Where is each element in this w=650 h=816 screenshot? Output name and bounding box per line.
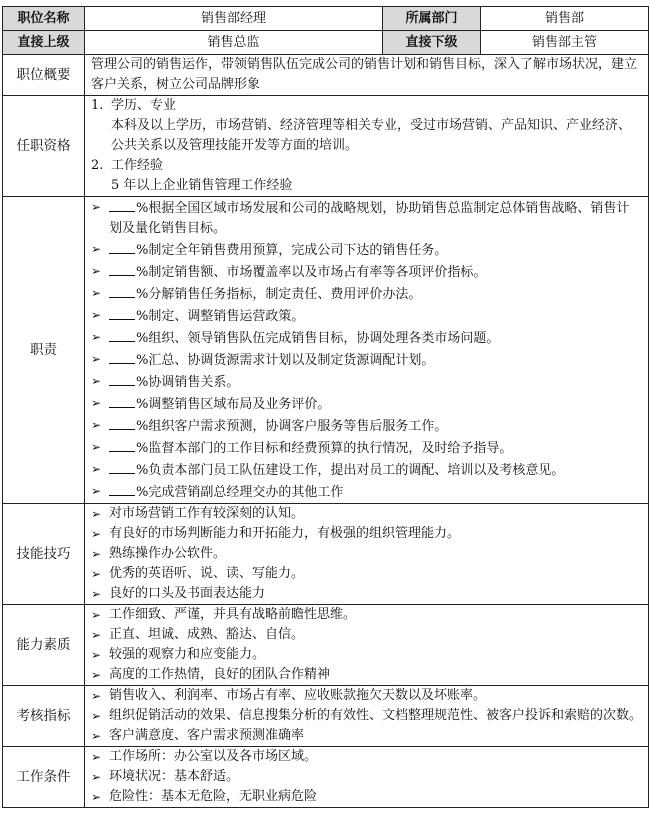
list-item-text: 高度的工作热情，良好的团队合作精神 — [109, 667, 331, 682]
arrow-bullet-icon: ➢ — [91, 567, 102, 581]
arrow-bullet-icon: ➢ — [91, 308, 102, 322]
qualification-item — [91, 156, 642, 176]
list-item-text: 工作细致、严谨，并具有战略前瞻性思维。 — [109, 607, 357, 622]
percentage-blank — [109, 349, 135, 364]
arrow-bullet-icon: ➢ — [91, 527, 102, 541]
arrow-bullet-icon: ➢ — [91, 507, 102, 521]
list-item — [91, 524, 642, 544]
arrow-bullet-icon: ➢ — [91, 264, 102, 278]
summary-row — [3, 55, 649, 96]
conditions-row — [3, 747, 649, 808]
percentage-blank — [109, 327, 135, 342]
list-item — [91, 305, 642, 327]
list-item-text: %制定销售额、市场覆盖率以及市场占有率等各项评价指标。 — [136, 265, 487, 280]
list-item-text: %负责本部门员工队伍建设工作，提出对员工的调配、培训以及考核意见。 — [136, 463, 565, 478]
qualification-number: 2. — [91, 158, 104, 173]
qualifications-row — [3, 96, 649, 197]
list-item-text: 危险性：基本无危险，无职业病危险 — [109, 789, 318, 804]
list-item-text: %根据全国区域市场发展和公司的战略规划，协助销售总监制定总体销售战略、销售计划及量化销售目标。 — [109, 201, 630, 236]
list-item-text: 较强的观察力和应变能力。 — [109, 647, 266, 662]
list-item — [91, 239, 642, 261]
arrow-bullet-icon: ➢ — [91, 547, 102, 561]
kpis-row — [3, 686, 649, 747]
list-item — [91, 767, 642, 787]
list-item — [91, 459, 642, 481]
duties-row — [3, 197, 649, 504]
position-value: 销售部经理 — [85, 7, 383, 31]
arrow-bullet-icon: ➢ — [91, 396, 102, 410]
skills-label: 技能技巧 — [3, 504, 85, 605]
qualification-title: 学历、专业 — [111, 98, 177, 113]
arrow-bullet-icon: ➢ — [91, 648, 102, 662]
arrow-bullet-icon: ➢ — [91, 286, 102, 300]
percentage-blank — [109, 481, 135, 496]
list-item — [91, 371, 642, 393]
list-item-text: 有良好的市场判断能力和开拓能力，有极强的组织管理能力。 — [109, 526, 461, 541]
conditions-list — [85, 747, 649, 808]
list-item-text: %组织、领导销售队伍完成销售目标，协调处理各类市场问题。 — [136, 331, 500, 346]
arrow-bullet-icon: ➢ — [91, 790, 102, 804]
qualification-item — [91, 96, 642, 116]
superior-label: 直接上级 — [3, 31, 85, 55]
list-item-text: 客户满意度、客户需求预测准确率 — [109, 728, 305, 743]
competencies-label: 能力素质 — [3, 605, 85, 686]
qualifications-label: 任职资格 — [3, 96, 85, 197]
list-item — [91, 605, 642, 625]
list-item — [91, 261, 642, 283]
list-item-text: %制定、调整销售运营政策。 — [136, 309, 305, 324]
list-item — [91, 625, 642, 645]
arrow-bullet-icon: ➢ — [91, 242, 102, 256]
percentage-blank — [109, 261, 135, 276]
arrow-bullet-icon: ➢ — [91, 709, 102, 723]
qualification-title: 工作经验 — [111, 158, 164, 173]
qualification-detail: 5 年以上企业销售管理工作经验 — [111, 178, 293, 193]
list-item — [91, 327, 642, 349]
subordinate-label: 直接下级 — [383, 31, 481, 55]
list-item — [91, 283, 642, 305]
list-item-text: 对市场营销工作有较深刻的认知。 — [109, 506, 305, 521]
arrow-bullet-icon: ➢ — [91, 750, 102, 764]
list-item-text: %制定全年销售费用预算，完成公司下达的销售任务。 — [136, 243, 448, 258]
list-item-text: %组织客户需求预测，协调客户服务等售后服务工作。 — [136, 419, 448, 434]
list-item — [91, 481, 642, 503]
list-item-text: %分解销售任务指标，制定责任、费用评价办法。 — [136, 287, 422, 302]
duties-list — [85, 197, 649, 504]
competencies-list — [85, 605, 649, 686]
list-item — [91, 747, 642, 767]
header-row-position — [3, 7, 649, 31]
list-item — [91, 197, 642, 239]
list-item-text: %监督本部门的工作目标和经费预算的执行情况，及时给予指导。 — [136, 441, 513, 456]
percentage-blank — [109, 371, 135, 386]
arrow-bullet-icon: ➢ — [91, 374, 102, 388]
arrow-bullet-icon: ➢ — [91, 200, 102, 214]
department-value: 销售部 — [481, 7, 649, 31]
percentage-blank — [109, 415, 135, 430]
percentage-blank — [109, 393, 135, 408]
duties-label: 职责 — [3, 197, 85, 504]
arrow-bullet-icon: ➢ — [91, 462, 102, 476]
list-item-text: 工作场所：办公室以及各市场区域。 — [109, 749, 318, 764]
list-item — [91, 544, 642, 564]
kpis-list — [85, 686, 649, 747]
kpis-label: 考核指标 — [3, 686, 85, 747]
qualification-detail: 本科及以上学历，市场营销、经济管理等相关专业，受过市场营销、产品知识、产业经济、公共关系以及管理技能开发等方面的培训。 — [111, 118, 632, 153]
list-item-text: %完成营销副总经理交办的其他工作 — [136, 485, 344, 500]
percentage-blank — [109, 239, 135, 254]
list-item-text: 优秀的英语听、说、读、写能力。 — [109, 566, 305, 581]
summary-label: 职位概要 — [3, 55, 85, 96]
arrow-bullet-icon: ➢ — [91, 729, 102, 743]
arrow-bullet-icon: ➢ — [91, 484, 102, 498]
conditions-label: 工作条件 — [3, 747, 85, 808]
superior-value: 销售总监 — [85, 31, 383, 55]
list-item-text: 组织促销活动的效果、信息搜集分析的有效性、文档整理规范性、被客户投诉和索赔的次数。 — [109, 708, 643, 723]
arrow-bullet-icon: ➢ — [91, 330, 102, 344]
percentage-blank — [109, 305, 135, 320]
qualification-number: 1. — [91, 98, 104, 113]
list-item-text: 熟练操作办公软件。 — [109, 546, 227, 561]
skills-row — [3, 504, 649, 605]
list-item — [91, 665, 642, 685]
list-item-text: 销售收入、利润率、市场占有率、应收账款拖欠天数以及坏账率。 — [109, 688, 487, 703]
list-item-text: %协调销售关系。 — [136, 375, 240, 390]
department-label: 所属部门 — [383, 7, 481, 31]
percentage-blank — [109, 197, 135, 212]
list-item — [91, 504, 642, 524]
arrow-bullet-icon: ➢ — [91, 770, 102, 784]
arrow-bullet-icon: ➢ — [91, 628, 102, 642]
arrow-bullet-icon: ➢ — [91, 352, 102, 366]
qualifications-content — [85, 96, 649, 197]
job-description-table — [2, 6, 649, 808]
arrow-bullet-icon: ➢ — [91, 440, 102, 454]
list-item — [91, 415, 642, 437]
percentage-blank — [109, 437, 135, 452]
skills-list — [85, 504, 649, 605]
list-item-text: %汇总、协调货源需求计划以及制定货源调配计划。 — [136, 353, 435, 368]
arrow-bullet-icon: ➢ — [91, 587, 102, 601]
list-item — [91, 564, 642, 584]
arrow-bullet-icon: ➢ — [91, 689, 102, 703]
list-item — [91, 787, 642, 807]
list-item — [91, 645, 642, 665]
list-item — [91, 437, 642, 459]
list-item — [91, 393, 642, 415]
list-item — [91, 686, 642, 706]
arrow-bullet-icon: ➢ — [91, 668, 102, 682]
list-item — [91, 706, 642, 726]
list-item — [91, 584, 642, 604]
percentage-blank — [109, 459, 135, 474]
percentage-blank — [109, 283, 135, 298]
summary-text: 管理公司的销售运作，带领销售队伍完成公司的销售计划和销售目标，深入了解市场状况，建立客户关系，树立公司品牌形象 — [85, 55, 649, 96]
list-item-text: 良好的口头及书面表达能力 — [109, 586, 266, 601]
list-item — [91, 726, 642, 746]
subordinate-value: 销售部主管 — [481, 31, 649, 55]
arrow-bullet-icon: ➢ — [91, 608, 102, 622]
competencies-row — [3, 605, 649, 686]
list-item-text: 环境状况：基本舒适。 — [109, 769, 240, 784]
arrow-bullet-icon: ➢ — [91, 418, 102, 432]
list-item-text: %调整销售区域布局及业务评价。 — [136, 397, 331, 412]
list-item — [91, 349, 642, 371]
position-label: 职位名称 — [3, 7, 85, 31]
list-item-text: 正直、坦诚、成熟、豁达、自信。 — [109, 627, 305, 642]
header-row-reporting — [3, 31, 649, 55]
